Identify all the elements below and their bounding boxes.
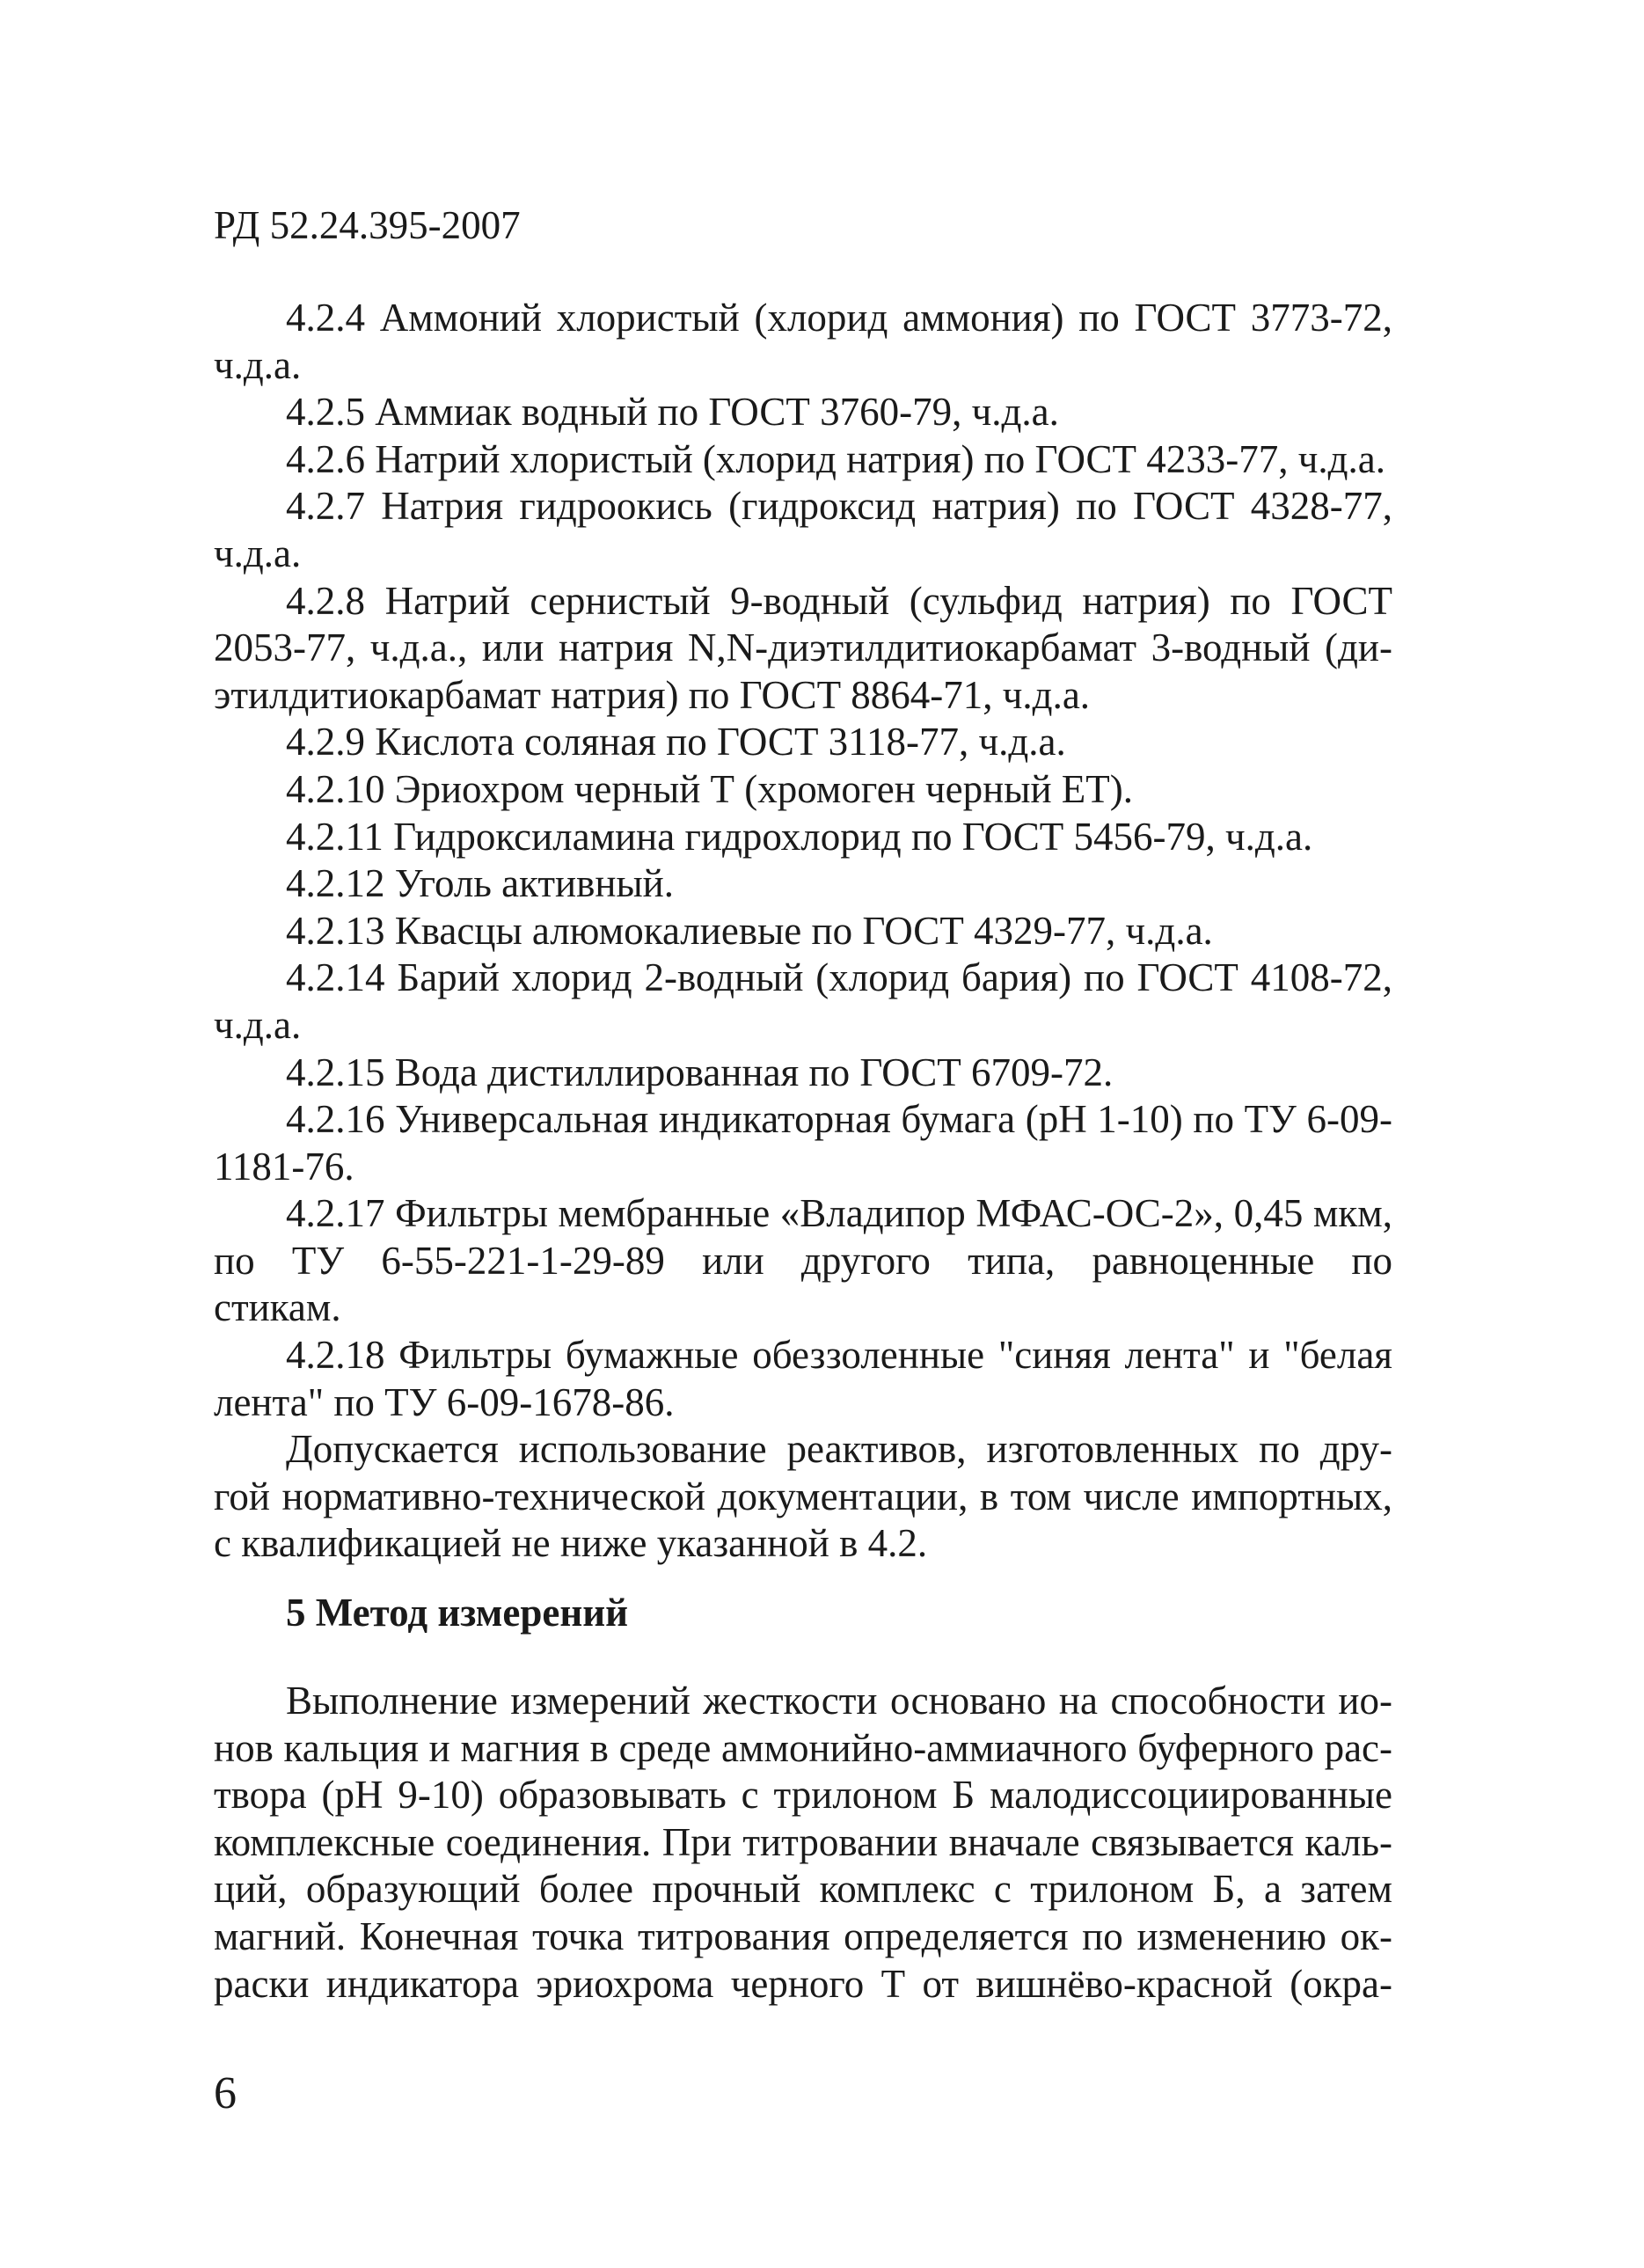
text-line: 4.2.17 Фильтры мембранные «Владипор МФАС-ОС-2», 0,45 мкм,: [286, 1191, 1392, 1236]
text-line: 4.2.12 Уголь активный.: [286, 861, 675, 906]
text-line: 4.2.14 Барий хлорид 2-водный (хлорид бария) по ГОСТ 4108-72,: [286, 955, 1392, 1000]
section-heading-method: 5 Метод измерений: [286, 1591, 629, 1635]
text-line: 2053-77, ч.д.а., или натрия N,N-диэтилдитиокарбамат 3-водный (ди-: [214, 626, 1392, 670]
text-line: 4.2.4 Аммоний хлористый (хлорид аммония) по ГОСТ 3773-72,: [286, 296, 1392, 340]
text-line: стикам.: [214, 1285, 341, 1330]
method-paragraph: [214, 1678, 1392, 2008]
text-line: 4.2.8 Натрий сернистый 9-водный (сульфид натрия) по ГОСТ: [286, 578, 1392, 623]
page-number: 6: [214, 2068, 237, 2118]
text-line: гой нормативно-технической документации, в том числе импортных,: [214, 1474, 1392, 1518]
text-line: 4.2.18 Фильтры бумажные обеззоленные "синяя лента" и "белая: [286, 1333, 1392, 1378]
text-line: ций, образующий более прочный комплекс с трилоном Б, а затем: [214, 1867, 1392, 1912]
text-line: магний. Конечная точка титрования определяется по изменению ок-: [214, 1913, 1392, 1958]
text-line: 4.2.10 Эриохром черный Т (хромоген черный ЕТ).: [286, 766, 1134, 811]
text-line: Выполнение измерений жесткости основано на способности ио-: [286, 1679, 1392, 1723]
text-line: 4.2.16 Универсальная индикаторная бумага (рН 1-10) по ТУ 6-09-: [286, 1097, 1392, 1142]
reagents-list: [214, 295, 1392, 1568]
text-line: ч.д.а.: [214, 530, 302, 575]
text-line: раски индикатора эриохрома черного Т от вишнёво-красной (окра-: [214, 1961, 1392, 2006]
text-line: ч.д.а.: [214, 1002, 302, 1047]
text-line: этилдитиокарбамат натрия) по ГОСТ 8864-71, ч.д.а.: [214, 672, 1091, 717]
text-line: 4.2.15 Вода дистиллированная по ГОСТ 6709-72.: [286, 1050, 1114, 1094]
text-line: Допускается использование реактивов, изготовленных по дру-: [286, 1427, 1392, 1472]
text-line: 4.2.9 Кислота соляная по ГОСТ 3118-77, ч.д.а.: [286, 720, 1066, 765]
text-line: по ТУ 6-55-221-1-29-89 или другого типа, равноценные по: [214, 1238, 1392, 1283]
text-line: нов кальция и магния в среде аммонийно-аммиачного буферного рас-: [214, 1725, 1392, 1770]
document-code-header: РД 52.24.395-2007: [214, 203, 521, 247]
text-line: твора (рН 9-10) образовывать с трилоном Б малодиссоциированные: [214, 1773, 1392, 1818]
text-line: 1181-76.: [214, 1144, 354, 1189]
text-line: лента" по ТУ 6-09-1678-86.: [214, 1379, 675, 1424]
text-line: ч.д.а.: [214, 342, 302, 387]
text-line: 4.2.13 Квасцы алюмокалиевые по ГОСТ 4329-77, ч.д.а.: [286, 908, 1213, 953]
text-line: комплексные соединения. При титровании вначале связывается каль-: [214, 1819, 1392, 1864]
text-line: 4.2.11 Гидроксиламина гидрохлорид по ГОСТ 5456-79, ч.д.а.: [286, 814, 1313, 859]
text-line: 4.2.5 Аммиак водный по ГОСТ 3760-79, ч.д.а.: [286, 390, 1059, 435]
text-line: с квалификацией не ниже указанной в 4.2.: [214, 1521, 928, 1566]
text-line: 4.2.6 Натрий хлористый (хлорид натрия) по ГОСТ 4233-77, ч.д.а.: [286, 436, 1385, 481]
text-line: 4.2.7 Натрия гидроокись (гидроксид натрия) по ГОСТ 4328-77,: [286, 484, 1392, 529]
